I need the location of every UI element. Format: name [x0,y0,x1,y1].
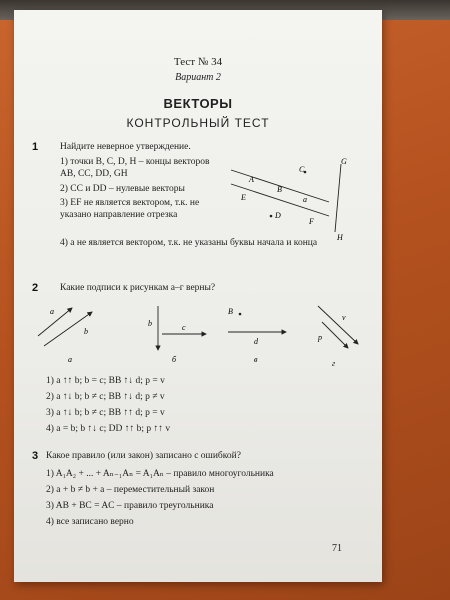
question-3-option-4: 4) все записано верно [46,517,134,527]
figure-v-label-b: B [228,307,233,316]
question-1-number: 1 [32,141,39,153]
figure-label-d: D [275,211,281,220]
page-number: 71 [332,543,342,554]
question-3-number: 3 [32,450,39,462]
question-3-option-1: 1) A₁A₂ + ... + Aₙ₋₁Aₙ = A₁Aₙ – правило многоугольника [46,469,274,479]
figure-label-c: C [299,165,305,174]
question-2-option-2: 2) a ↑↓ b; b ≠ c; BB ↑↓ d; p ≠ v [46,392,165,402]
page-subtitle: КОНТРОЛЬНЫЙ ТЕСТ [126,116,270,130]
question-1-option-3: 3) EF не является вектором, т.к. не указано направление отрезка [60,198,200,220]
question-1-option-4: 4) a не является вектором, т.к. не указаны буквы начала и конца [60,238,318,248]
figure-a-label-a: a [50,307,54,316]
question-2-prompt: Какие подписи к рисункам а–г верны? [60,283,216,293]
figure-g-label-v: v [342,313,346,322]
figure-g-label-p: p [318,333,322,342]
figure-caption-g: г [332,359,336,368]
figure-b-label-c: c [182,323,186,332]
question-2-figures [32,296,362,372]
figure-caption-b: б [172,355,177,364]
variant-label: Вариант 2 [175,72,221,83]
figure-a-label-b: b [84,327,88,336]
question-3-option-3: 3) AB + BC = AC – правило треугольника [46,501,214,511]
question-3-prompt: Какое правило (или закон) записано с ошибкой? [46,451,241,461]
question-1-option-2: 2) CC и DD – нулевые векторы [60,184,185,194]
question-3-option-2: 2) a + b ≠ b + a – переместительный закон [46,485,215,495]
question-2-option-4: 4) a = b; b ↑↓ c; DD ↑↑ b; p ↑↑ v [46,424,171,434]
figure-label-h: H [337,233,343,242]
figure-caption-a: а [68,355,72,364]
question-1-figure [219,152,369,242]
question-1-option-1: 1) точки B, C, D, H – концы векторов AB, CC, DD, GH [60,157,210,179]
figure-label-e: E [241,193,246,202]
question-1-prompt: Найдите неверное утверждение. [60,142,191,152]
figure-label-a-vector: a [303,195,307,204]
figure-label-f: F [309,217,314,226]
figure-b-label-b: b [148,319,152,328]
textbook-page [14,10,382,582]
question-2-option-3: 3) a ↑↓ b; b ≠ c; BB ↑↑ d; p = v [46,408,165,418]
page-title: ВЕКТОРЫ [163,96,233,111]
question-2-number: 2 [32,282,39,294]
figure-label-g: G [341,157,347,166]
figure-label-b: B [277,185,282,194]
question-2-option-1: 1) a ↑↑ b; b = c; BB ↑↓ d; p = v [46,376,165,386]
figure-caption-v: в [254,355,258,364]
test-number: Тест № 34 [173,56,223,68]
figure-label-a-point: A [249,175,254,184]
figure-v-label-d: d [254,337,258,346]
